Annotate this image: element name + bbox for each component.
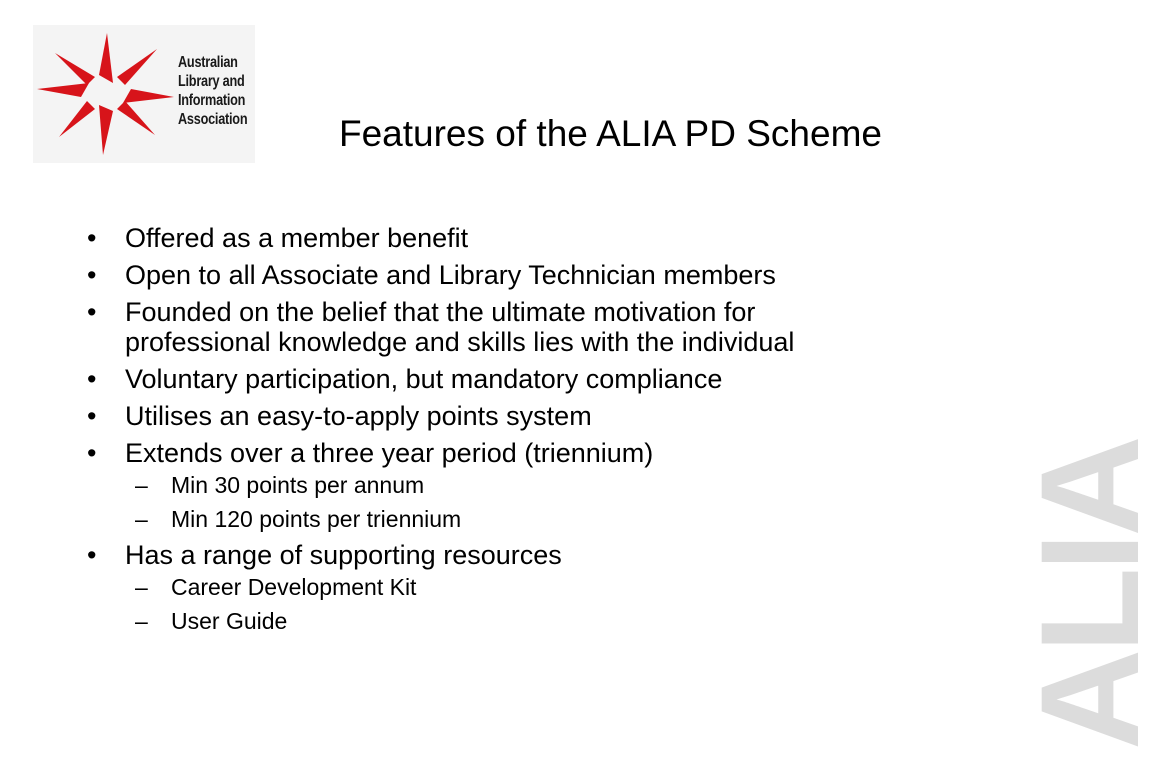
bullet-item [83, 438, 903, 533]
logo-line: Association [178, 111, 248, 128]
bullet-marker: • [87, 364, 97, 394]
sub-bullet-text: Career Development Kit [171, 574, 417, 600]
sub-bullet-item [125, 608, 903, 635]
sub-bullet-list [125, 574, 903, 635]
dash-marker: – [135, 506, 148, 532]
sub-bullet-text: Min 30 points per annum [171, 472, 425, 498]
sub-bullet-list [125, 472, 903, 533]
bullet-item [83, 364, 903, 394]
watermark-text: ALIA [1011, 439, 1168, 750]
logo-text [178, 53, 247, 129]
bullet-marker: • [87, 223, 97, 253]
bullet-text: Voluntary participation, but mandatory compliance [125, 364, 723, 394]
alia-logo [33, 25, 255, 163]
sub-bullet-item [125, 506, 903, 533]
dash-marker: – [135, 472, 148, 498]
bullet-marker: • [87, 540, 97, 570]
logo-line: Library and [178, 73, 245, 90]
bullet-marker: • [87, 401, 97, 431]
bullet-text: Founded on the belief that the ultimate motivation for professional knowledge and skills lies with the individual [125, 297, 795, 357]
bullet-marker: • [87, 297, 97, 327]
bullet-text: Open to all Associate and Library Technician members [125, 260, 776, 290]
bullet-text: Offered as a member benefit [125, 223, 469, 253]
logo-line: Information [178, 92, 246, 109]
bullet-item [83, 260, 903, 290]
bullet-text: Has a range of supporting resources [125, 540, 562, 570]
bullet-text: Extends over a three year period (triennium) [125, 438, 654, 468]
logo-line: Australian [178, 54, 238, 71]
sub-bullet-item [125, 574, 903, 601]
sub-bullet-text: Min 120 points per triennium [171, 506, 462, 532]
bullet-marker: • [87, 260, 97, 290]
alia-watermark [920, 439, 1168, 750]
sub-bullet-text: User Guide [171, 608, 288, 634]
sub-bullet-item [125, 472, 903, 499]
bullet-item [83, 297, 903, 357]
alia-star-icon [37, 31, 177, 159]
dash-marker: – [135, 608, 148, 634]
slide-title: Features of the ALIA PD Scheme [339, 113, 882, 154]
bullet-text: Utilises an easy-to-apply points system [125, 401, 592, 431]
bullet-list [83, 223, 903, 642]
bullet-item [83, 401, 903, 431]
dash-marker: – [135, 574, 148, 600]
bullet-item [83, 540, 903, 635]
bullet-item [83, 223, 903, 253]
bullet-marker: • [87, 438, 97, 468]
